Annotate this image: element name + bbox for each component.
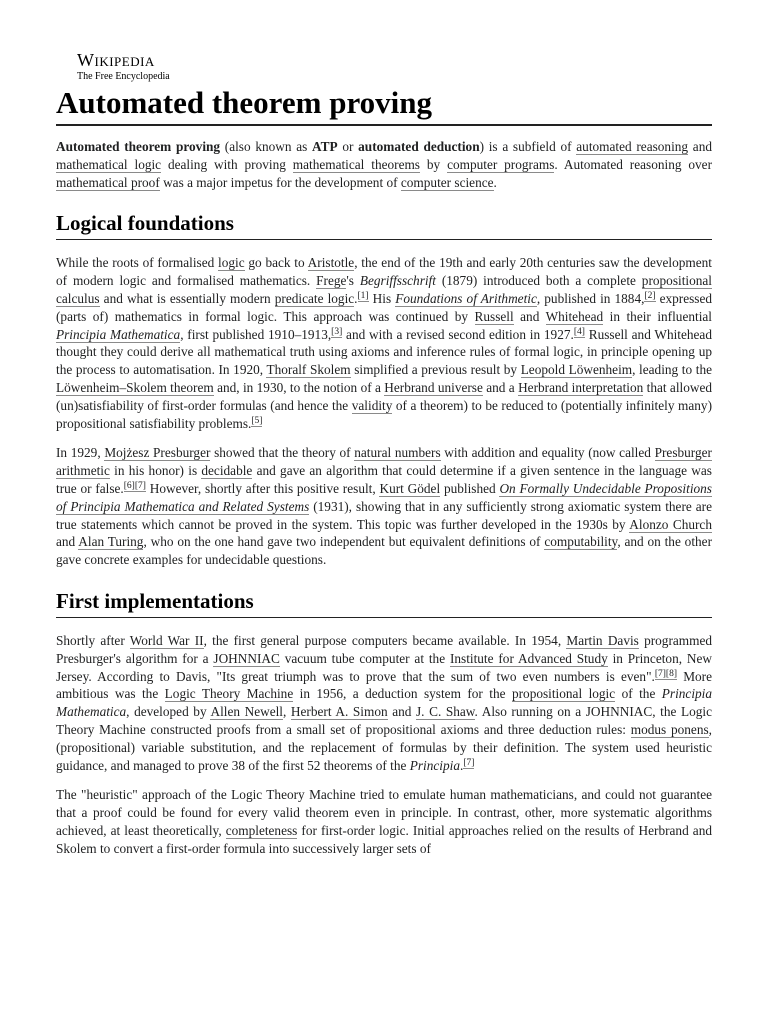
link-herbrand-universe[interactable]: Herbrand universe — [384, 379, 483, 395]
link-foundations-of-arithmetic[interactable]: Foundations of Arithmetic — [395, 290, 537, 306]
bold-term: automated deduction — [358, 139, 480, 154]
text: . — [493, 174, 497, 190]
link-alonzo-church[interactable]: Alonzo Church — [629, 516, 712, 532]
text: . — [459, 757, 464, 773]
text: His — [368, 290, 396, 306]
text: simplified a previous result by — [350, 362, 521, 378]
section-heading-logical-foundations: Logical foundations — [56, 209, 712, 240]
text: , — [283, 704, 291, 720]
link-logic[interactable]: logic — [218, 255, 245, 271]
text: in 1956, a deduction system for the — [293, 686, 512, 702]
text: , the end of the 19th and early 20th centuries saw the development of modern logic and formalised mathematics. — [56, 255, 712, 289]
text: and, in 1930, to the notion of a — [213, 379, 385, 395]
text: go back to — [244, 255, 308, 271]
link-computability[interactable]: computability — [544, 534, 618, 550]
link-mojzesz-presburger[interactable]: Mojżesz Presburger — [104, 445, 211, 461]
citation-link[interactable]: [7] — [463, 757, 475, 768]
italic-title: Principia — [409, 757, 460, 773]
intro-paragraph — [56, 138, 712, 191]
link-johnniac[interactable]: JOHNNIAC — [213, 650, 280, 666]
citation-link[interactable]: [2] — [644, 290, 656, 301]
text: , developed by — [126, 704, 211, 720]
link-lowenheim-skolem-theorem[interactable]: Löwenheim–Skolem theorem — [56, 379, 214, 395]
text: In 1929, — [56, 445, 105, 461]
text: dealing with proving — [161, 156, 293, 172]
text: and — [56, 534, 79, 550]
bold-term: ATP — [312, 139, 338, 154]
text: , first published 1910–1913, — [180, 326, 332, 342]
italic-link-wrapper — [56, 327, 180, 343]
citation — [358, 291, 369, 302]
link-computer-science[interactable]: computer science — [400, 174, 494, 190]
text: or — [337, 139, 359, 154]
text: (1879) introduced both a complete — [435, 273, 642, 289]
text: in his honor) is — [109, 463, 202, 479]
text: , the first general purpose computers became available. In 1954, — [203, 632, 567, 648]
text: , (propositional) variable substitution, and the replacement of formulas by their definition. The system used heuristic guidance, and managed to prove 38 of the first 52 theorems of the — [56, 721, 712, 773]
text: , leading to the — [632, 362, 712, 378]
text: of a theorem) to be reduced to (potentially infinitely many) propositional satisfiability problems. — [56, 397, 713, 431]
citation — [251, 416, 262, 427]
citation-link[interactable]: [3] — [331, 326, 343, 337]
paragraph — [56, 786, 712, 857]
text: was a major impetus for the development of — [159, 174, 401, 190]
text: and — [513, 308, 546, 324]
text: vacuum tube computer at the — [279, 650, 450, 666]
paragraph — [56, 254, 712, 432]
link-herbrand-interpretation[interactable]: Herbrand interpretation — [518, 379, 644, 395]
link-frege[interactable]: Frege — [316, 273, 347, 289]
article-body — [56, 138, 712, 870]
text: for first-order logic. Initial approaches relied on the results of Herbrand and Skolem to convert a first-order formula into successively larger sets of — [56, 822, 712, 856]
text: and with a revised second edition in 1927. — [342, 326, 574, 342]
text: While the roots of formalised — [56, 255, 219, 271]
text: (also known as — [220, 139, 313, 154]
italic-title: Begriffsschrift — [359, 273, 436, 289]
italic-title: Principia Mathematica — [56, 686, 713, 720]
text: 's — [346, 273, 360, 289]
paragraph — [56, 632, 712, 774]
text: More ambitious was the — [56, 668, 712, 702]
logo-wordmark: Wikipedia — [77, 50, 155, 70]
text: by — [420, 156, 448, 172]
text: and gave an algorithm that could determine if a given sentence in the language was true or false. — [56, 463, 712, 496]
citation-link[interactable]: [1] — [357, 290, 369, 301]
text: and — [688, 139, 712, 154]
link-mathematical-logic[interactable]: mathematical logic — [56, 156, 162, 172]
link-modus-ponens[interactable]: modus ponens — [630, 721, 709, 737]
text: programmed Presburger's algorithm for a — [56, 632, 713, 666]
link-russell[interactable]: Russell — [474, 308, 514, 324]
link-mathematical-proof[interactable]: mathematical proof — [56, 174, 160, 190]
link-aristotle[interactable]: Aristotle — [307, 255, 355, 271]
citation-link[interactable]: [7] — [654, 668, 666, 679]
text: The "heuristic" approach of the Logic Theory Machine tried to emulate human mathematicians, and could not guarantee that a proof could be found for every valid theorem even in principle. In contrast, other, more systematic algorithms achieved, at least theoretically, — [56, 787, 712, 838]
paragraph — [56, 444, 712, 569]
link-kurt-godel[interactable]: Kurt Gödel — [379, 480, 441, 496]
citation-link[interactable]: [6] — [123, 480, 135, 491]
link-completeness[interactable]: completeness — [225, 822, 298, 838]
text: in their influential — [603, 308, 712, 324]
citation — [574, 327, 585, 338]
link-whitehead[interactable]: Whitehead — [545, 308, 604, 324]
citation — [331, 327, 342, 338]
text: that allowed (un)satisfiability of first-order formulas (and hence the — [56, 379, 713, 413]
text: However, shortly after this positive result, — [145, 480, 380, 496]
link-logic-theory-machine[interactable]: Logic Theory Machine — [164, 686, 294, 702]
text: ) is a subfield of — [479, 139, 577, 154]
text: published — [440, 480, 500, 496]
text: , who on the one hand gave two independent but equivalent definitions of — [143, 534, 545, 550]
citation — [655, 669, 677, 680]
link-on-formally-undecidable-propositions[interactable]: On Formally Undecidable Propositions of Principia Mathematica and Related Systems — [56, 480, 712, 514]
link-propositional-logic[interactable]: propositional logic — [511, 686, 616, 702]
citation — [124, 481, 146, 492]
page-title: Automated theorem proving — [56, 84, 712, 126]
link-presburger-arithmetic[interactable]: Presburger arithmetic — [56, 445, 712, 479]
bold-term: Automated theorem proving — [56, 139, 221, 154]
text: . Automated reasoning over — [554, 156, 712, 172]
text: Russell and Whitehead thought they could derive all mathematical truth using axioms and inference rules of formal logic, in principle opening up the process to automatisation. In 1920, — [56, 326, 712, 378]
citation-link[interactable]: [8] — [665, 668, 677, 679]
citation-link[interactable]: [5] — [251, 415, 263, 426]
link-propositional-calculus[interactable]: propositional calculus — [56, 273, 712, 306]
link-predicate-logic[interactable]: predicate logic — [274, 290, 355, 306]
italic-link-wrapper — [395, 291, 537, 307]
link-allen-newell[interactable]: Allen Newell — [210, 704, 283, 720]
citation — [463, 758, 474, 769]
text: of the — [615, 686, 662, 702]
text: Shortly after — [56, 632, 130, 648]
text: in Princeton, New Jersey. According to Davis, "Its great triumph was to prove that the sum of two even numbers is even". — [56, 650, 712, 684]
text: , and on the other gave concrete examples for undecidable questions. — [56, 534, 713, 568]
section-heading-first-implementations: First implementations — [56, 587, 712, 618]
citation-link[interactable]: [7] — [134, 480, 146, 491]
citation-link[interactable]: [4] — [573, 326, 585, 337]
link-institute-for-advanced-study[interactable]: Institute for Advanced Study — [449, 650, 608, 666]
link-decidable[interactable]: decidable — [201, 463, 253, 479]
text: with addition and equality (now called — [440, 445, 655, 461]
link-thoralf-skolem[interactable]: Thoralf Skolem — [266, 362, 351, 378]
link-principia-mathematica[interactable]: Principia Mathematica — [56, 326, 181, 342]
link-herbert-a-simon[interactable]: Herbert A. Simon — [290, 704, 388, 720]
link-j-c-shaw[interactable]: J. C. Shaw — [416, 704, 475, 720]
citation — [644, 291, 655, 302]
wikipedia-logo[interactable] — [77, 50, 170, 83]
link-leopold-lowenheim[interactable]: Leopold Löwenheim — [520, 362, 633, 378]
link-alan-turing[interactable]: Alan Turing — [78, 534, 144, 550]
text: showed that the theory of — [210, 445, 355, 461]
text: and a — [482, 379, 519, 395]
link-automated-reasoning[interactable]: automated reasoning — [576, 139, 689, 154]
link-martin-davis[interactable]: Martin Davis — [566, 632, 639, 648]
text: . — [354, 290, 358, 306]
text: expressed (parts of) mathematics in formal logic. This approach was continued by — [56, 290, 713, 324]
text: , published in 1884, — [536, 290, 645, 306]
text: (1931), showing that in any sufficiently strong axiomatic system there are true statements which cannot be proved in the system. This topic was further developed in the 1930s by — [56, 498, 712, 532]
logo-tagline: The Free Encyclopedia — [77, 71, 170, 82]
text: and what is essentially modern — [99, 290, 275, 306]
text: and — [387, 704, 416, 720]
link-mathematical-theorems[interactable]: mathematical theorems — [292, 156, 420, 172]
link-validity[interactable]: validity — [351, 397, 393, 413]
text: . Also running on a JOHNNIAC, the Logic Theory Machine constructed proofs from a small set of propositional axioms and three deduction rules: — [56, 704, 712, 737]
link-computer-programs[interactable]: computer programs — [447, 156, 555, 172]
link-world-war-ii[interactable]: World War II — [129, 632, 204, 648]
link-natural-numbers[interactable]: natural numbers — [354, 445, 441, 461]
